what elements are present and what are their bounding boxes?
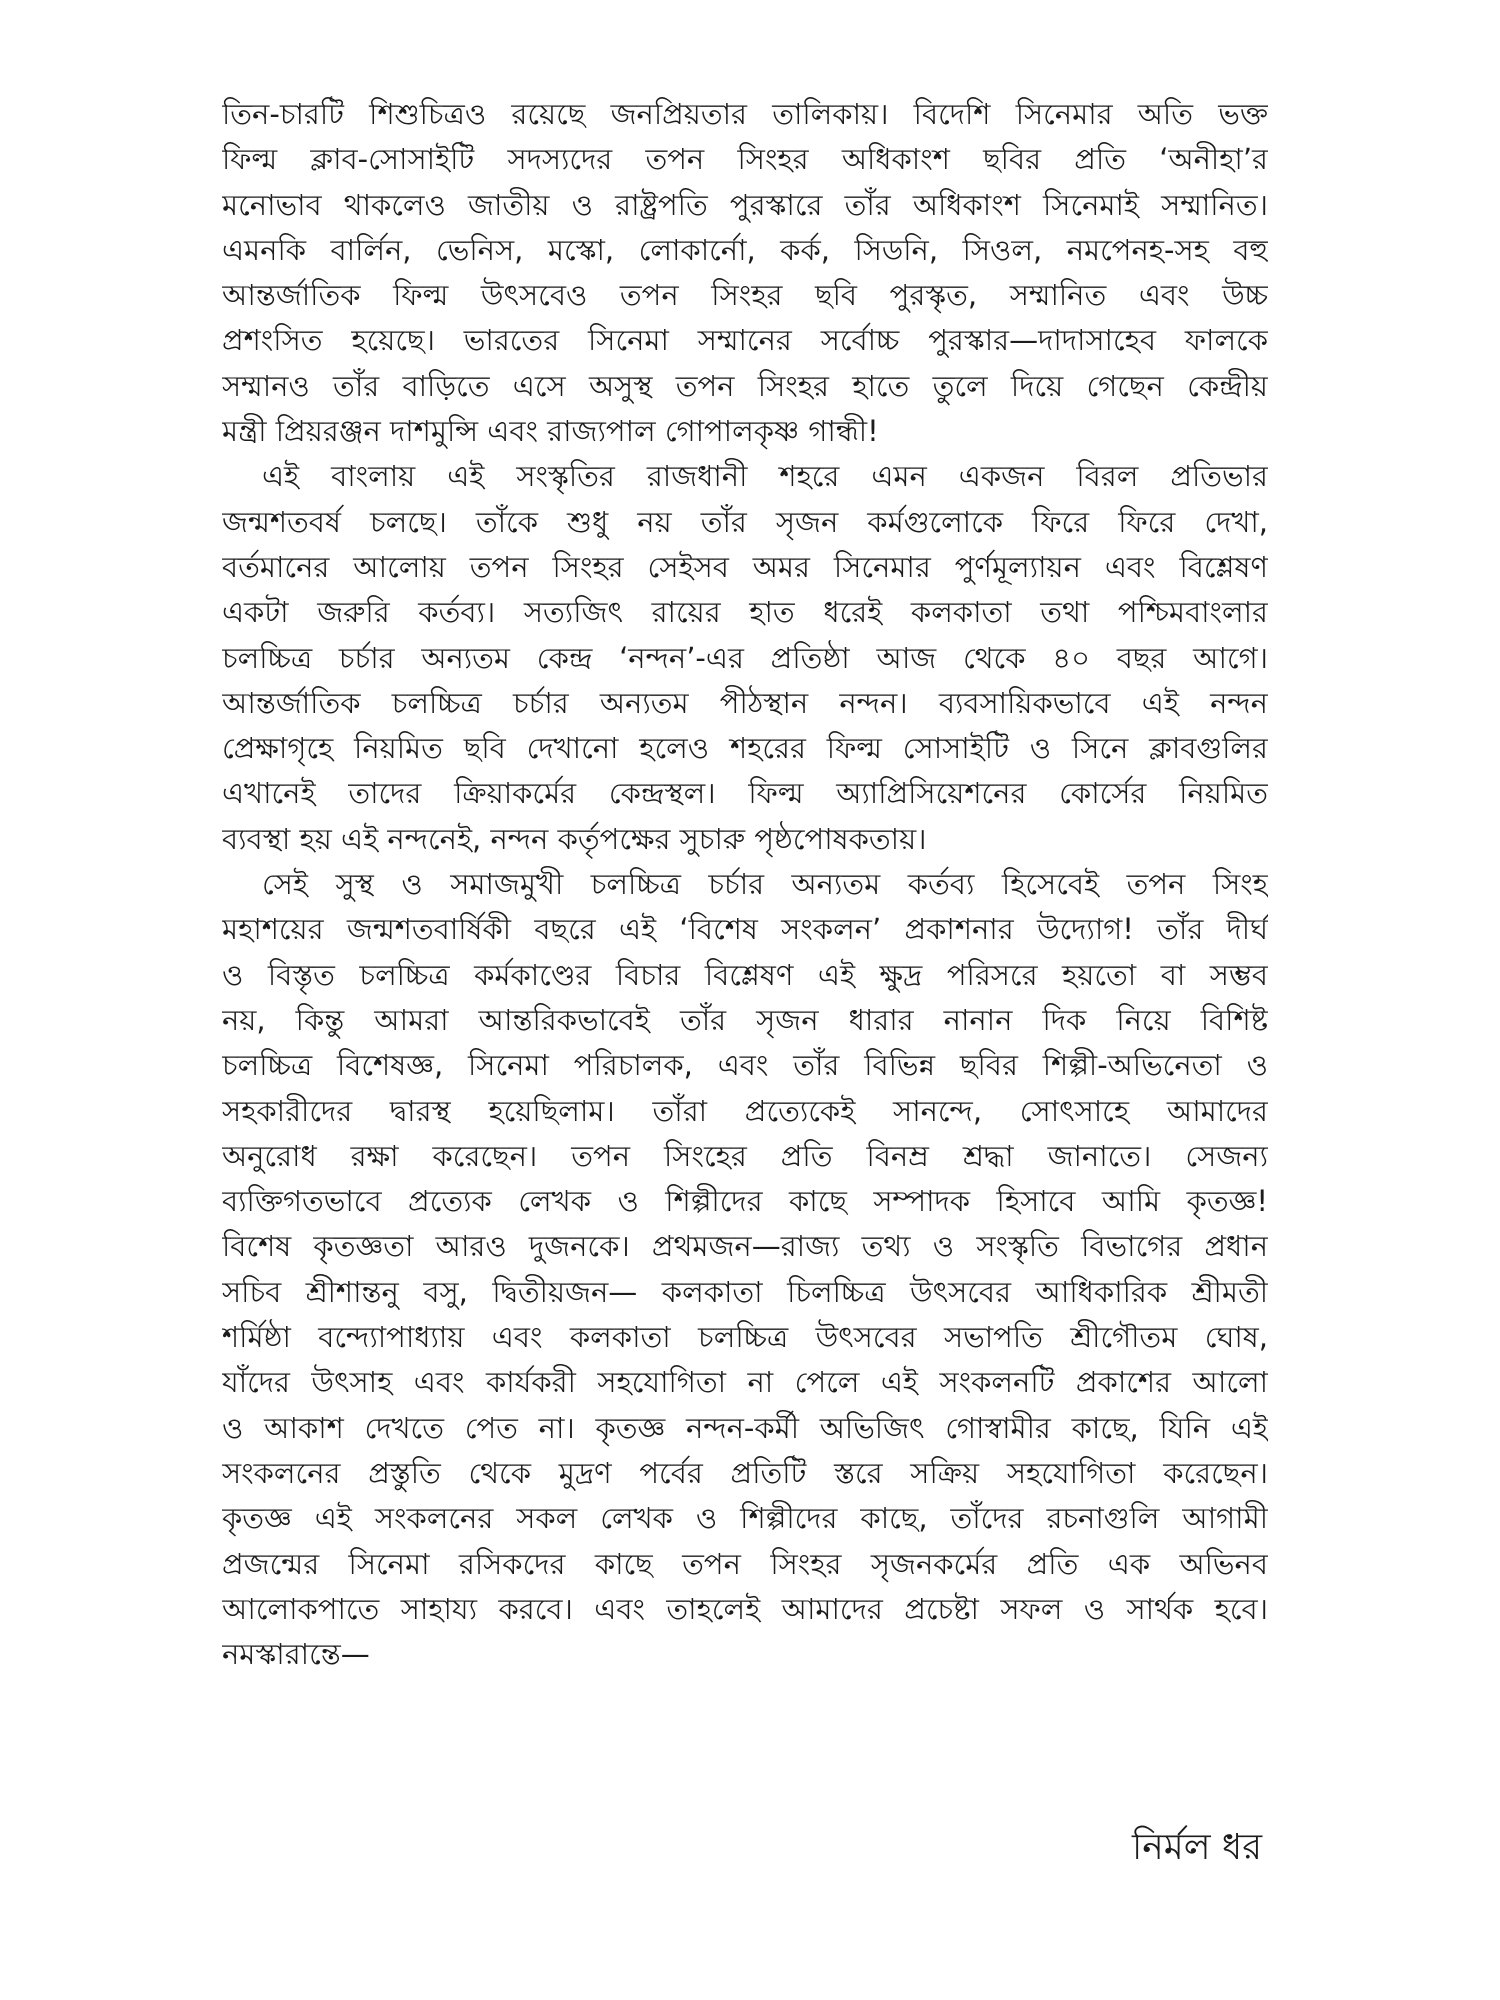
text-line: যাঁদের উৎসাহ এবং কার্যকরী সহযোগিতা না পেলে এই সংকলনটি প্রকাশের আলো [222,1365,1268,1400]
text-line: বর্তমানের আলোয় তপন সিংহর সেইসব অমর সিনেমার পুর্ণমূল্যায়ন এবং বিশ্লেষণ [222,549,1268,584]
text-line: শর্মিষ্ঠা বন্দ্যোপাধ্যায় এবং কলকাতা চলচ্চিত্র উৎসবের সভাপতি শ্রীগৌতম ঘোষ, [222,1320,1268,1355]
text-line: চলচ্চিত্র বিশেষজ্ঞ, সিনেমা পরিচালক, এবং তাঁর বিভিন্ন ছবির শিল্পী-অভিনেতা ও [222,1048,1268,1083]
text-line: অনুরোধ রক্ষা করেছেন। তপন সিংহের প্রতি বিনম্র শ্রদ্ধা জানাতে। সেজন্য [222,1138,1268,1173]
text-line: সহকারীদের দ্বারস্থ হয়েছিলাম। তাঁরা প্রত্যেকেই সানন্দে, সোৎসাহে আমাদের [222,1093,1268,1128]
text-line: তিন-চারটি শিশুচিত্রও রয়েছে জনপ্রিয়তার তালিকায়। বিদেশি সিনেমার অতি ভক্ত [222,97,1268,131]
paragraph-start-line: এই বাংলায় এই সংস্কৃতির রাজধানী শহরে এমন একজন বিরল প্রতিভার [262,459,1268,494]
text-line: আন্তর্জাতিক ফিল্ম উৎসবেও তপন সিংহর ছবি পুরস্কৃত, সম্মানিত এবং উচ্চ [222,278,1268,313]
text-line: ব্যবস্থা হয় এই নন্দনেই, নন্দন কর্তৃপক্ষের সুচারু পৃষ্ঠপোষকতায়। [222,821,927,856]
text-line: বিশেষ কৃতজ্ঞতা আরও দুজনকে। প্রথমজন—রাজ্য তথ্য ও সংস্কৃতি বিভাগের প্রধান [222,1229,1268,1264]
text-line: নয়, কিন্তু আমরা আন্তরিকভাবেই তাঁর সৃজন ধারার নানান দিক নিয়ে বিশিষ্ট [222,1002,1268,1037]
text-line: ও আকাশ দেখতে পেত না। কৃতজ্ঞ নন্দন-কর্মী অভিজিৎ গোস্বামীর কাছে, যিনি এই [222,1410,1268,1445]
text-line: একটা জরুরি কর্তব্য। সত্যজিৎ রায়ের হাত ধরেই কলকাতা তথা পশ্চিমবাংলার [222,595,1268,630]
text-line: ব্যক্তিগতভাবে প্রত্যেক লেখক ও শিল্পীদের কাছে সম্পাদক হিসাবে আমি কৃতজ্ঞ! [222,1184,1268,1219]
body-text [222,92,1268,1677]
text-line: প্রেক্ষাগৃহে নিয়মিত ছবি দেখানো হলেও শহরের ফিল্ম সোসাইটি ও সিনে ক্লাবগুলির [222,731,1268,766]
text-line: ফিল্ম ক্লাব-সোসাইটি সদস্যদের তপন সিংহর অধিকাংশ ছবির প্রতি ‘অনীহা’র [222,142,1268,177]
text-line: আলোকপাতে সাহায্য করবে। এবং তাহলেই আমাদের প্রচেষ্টা সফল ও সার্থক হবে। [222,1591,1268,1626]
text-line: মহাশয়ের জন্মশতবার্ষিকী বছরে এই ‘বিশেষ সংকলন’ প্রকাশনার উদ্যোগ! তাঁর দীর্ঘ [222,912,1268,947]
text-line: এখানেই তাদের ক্রিয়াকর্মের কেন্দ্রস্থল। ফিল্ম অ্যাপ্রিসিয়েশনের কোর্সের নিয়মিত [222,776,1268,811]
text-line: প্রশংসিত হয়েছে। ভারতের সিনেমা সম্মানের সর্বোচ্চ পুরস্কার—দাদাসাহেব ফালকে [222,323,1268,358]
author-signature: নির্মল ধর [1131,1827,1262,1868]
text-line: সংকলনের প্রস্তুতি থেকে মুদ্রণ পর্বের প্রতিটি স্তরে সক্রিয় সহযোগিতা করেছেন। [222,1455,1268,1490]
text-line: জন্মশতবর্ষ চলছে। তাঁকে শুধু নয় তাঁর সৃজন কর্মগুলোকে ফিরে ফিরে দেখা, [222,504,1268,539]
text-line: সচিব শ্রীশান্তনু বসু, দ্বিতীয়জন— কলকাতা চিলচ্চিত্র উৎসবের আধিকারিক শ্রীমতী [222,1274,1268,1309]
text-line: সম্মানও তাঁর বাড়িতে এসে অসুস্থ তপন সিংহর হাতে তুলে দিয়ে গেছেন কেন্দ্রীয় [222,368,1268,403]
text-line: কৃতজ্ঞ এই সংকলনের সকল লেখক ও শিল্পীদের কাছে, তাঁদের রচনাগুলি আগামী [222,1501,1268,1536]
text-line: মন্ত্রী প্রিয়রঞ্জন দাশমুন্সি এবং রাজ্যপাল গোপালকৃষ্ণ গান্ধী! [222,414,879,449]
text-line: এমনকি বার্লিন, ভেনিস, মস্কো, লোকার্নো, কর্ক, সিডনি, সিওল, নমপেনহ-সহ বহু [222,232,1268,267]
paragraph-start-line: সেই সুস্থ ও সমাজমুখী চলচ্চিত্র চর্চার অন্যতম কর্তব্য হিসেবেই তপন সিংহ [262,867,1268,902]
closing-line: নমস্কারান্তে— [222,1637,370,1672]
text-line: প্রজন্মের সিনেমা রসিকদের কাছে তপন সিংহর সৃজনকর্মের প্রতি এক অভিনব [222,1546,1268,1581]
text-line: আন্তর্জাতিক চলচ্চিত্র চর্চার অন্যতম পীঠস্থান নন্দন। ব্যবসায়িকভাবে এই নন্দন [222,685,1268,720]
text-line: ও বিস্তৃত চলচ্চিত্র কর্মকাণ্ডের বিচার বিশ্লেষণ এই ক্ষুদ্র পরিসরে হয়তো বা সম্ভব [222,957,1268,992]
text-line: চলচ্চিত্র চর্চার অন্যতম কেন্দ্র ‘নন্দন’-এর প্রতিষ্ঠা আজ থেকে ৪০ বছর আগে। [222,640,1268,675]
text-line: মনোভাব থাকলেও জাতীয় ও রাষ্ট্রপতি পুরস্কারে তাঁর অধিকাংশ সিনেমাই সম্মানিত। [222,187,1268,222]
